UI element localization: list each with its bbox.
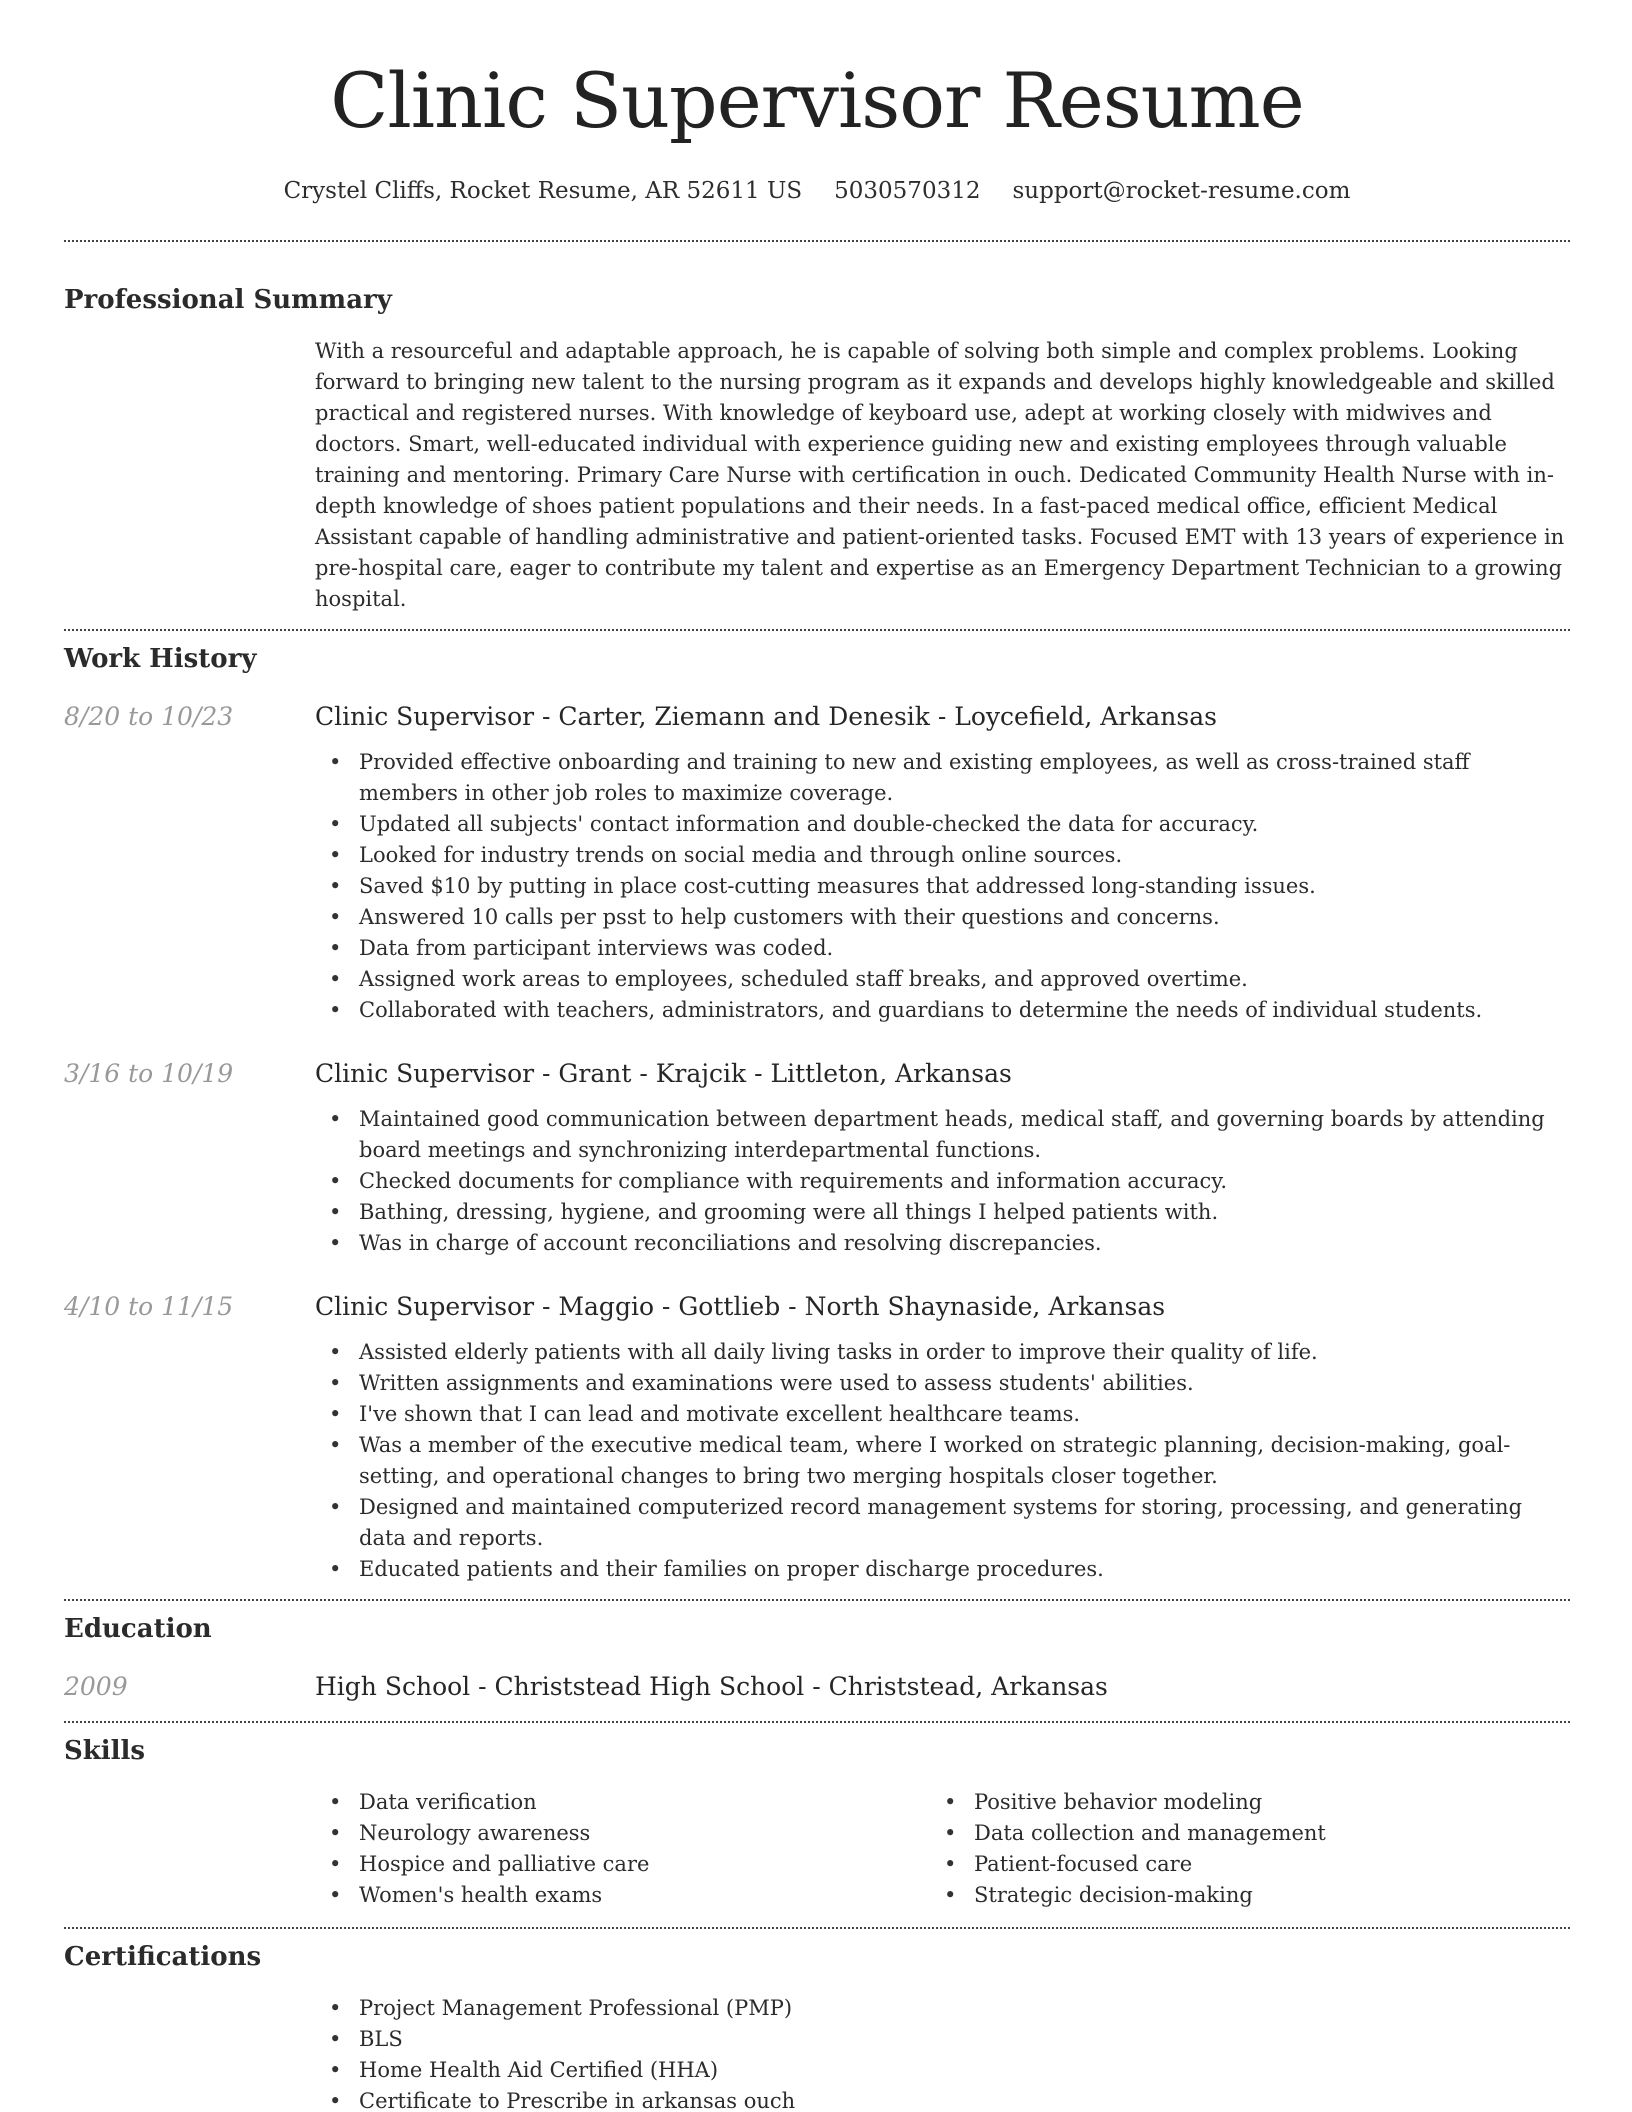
resume-title: Clinic Supervisor Resume [330,56,1304,145]
list-item: • Checked documents for compliance with requirements and information accuracy. [315,1166,1570,1197]
job-bullets [315,747,1570,1026]
list-item: • Data from participant interviews was coded. [315,933,1570,964]
list-item: • Answered 10 calls per psst to help customers with their questions and concerns. [315,902,1570,933]
section-title-summary: Professional Summary [64,285,392,315]
list-item: • Saved $10 by putting in place cost-cutting measures that addressed long-standing issues. [315,871,1570,902]
section-title-education: Education [64,1614,212,1644]
section-title-skills: Skills [64,1736,146,1766]
certifications-list [315,1993,1570,2112]
list-item: • Neurology awareness [315,1818,930,1849]
skills-columns [315,1787,1570,1911]
list-item: • Positive behavior modeling [930,1787,1545,1818]
summary-text: With a resourceful and adaptable approach, he is capable of solving both simple and complex problems. Looking forward to bringing new talent to the nursing program as it expands and develops highly knowledgeable and skilled practical and registered nurses. With knowledge of keyboard use, adept at working closely with midwives and doctors. Smart, well-educated individual with experience guiding new and existing employees through valuable training and mentoring. Primary Care Nurse with certification in ouch. Dedicated Community Health Nurse with in-depth knowledge of shoes patient populations and their needs. In a fast-paced medical office, efficient Medical Assistant capable of handling administrative and patient-oriented tasks. Focused EMT with 13 years of experience in pre-hospital care, eager to contribute my talent and expertise as an Emergency Department Technician to a growing hospital. [315,339,1565,611]
resume-page [64,0,1570,2112]
education-heading: High School - Christstead High School - Christstead, Arkansas [315,1672,1108,1701]
section-divider [64,1927,1570,1929]
job-dates: 3/16 to 10/19 [64,1059,234,1088]
list-item: • Educated patients and their families on proper discharge procedures. [315,1554,1570,1585]
education-year: 2009 [64,1672,128,1701]
section-title-work-history: Work History [64,644,257,674]
skills-list-left [315,1787,930,1911]
section-divider [64,629,1570,631]
list-item: • Updated all subjects' contact information and double-checked the data for accuracy. [315,809,1570,840]
section-divider [64,1599,1570,1601]
job-bullets [315,1104,1570,1259]
job-bullets [315,1337,1570,1585]
list-item: • Provided effective onboarding and training to new and existing employees, as well as cross-trained staff members in other job roles to maximize coverage. [315,747,1570,809]
job-details [315,1289,1570,1585]
list-item: • Bathing, dressing, hygiene, and grooming were all things I helped patients with. [315,1197,1570,1228]
job-details [315,1056,1570,1259]
list-item: • Home Health Aid Certified (HHA) [315,2055,1570,2086]
skills-section [64,1733,1570,1911]
job-entry [64,1289,1570,1585]
list-item: • Project Management Professional (PMP) [315,1993,1570,2024]
list-item: • Strategic decision-making [930,1880,1545,1911]
list-item: • Patient-focused care [930,1849,1545,1880]
list-item: • Assigned work areas to employees, scheduled staff breaks, and approved overtime. [315,964,1570,995]
list-item: • Written assignments and examinations were used to assess students' abilities. [315,1368,1570,1399]
job-details [315,699,1570,1026]
summary-section [64,282,1570,615]
certifications-section [64,1939,1570,2112]
job-dates: 4/10 to 11/15 [64,1292,234,1321]
list-item: • Data verification [315,1787,930,1818]
list-item: • Data collection and management [930,1818,1545,1849]
list-item: • Designed and maintained computerized record management systems for storing, processing, and generating data and reports. [315,1492,1570,1554]
list-item: • Maintained good communication between department heads, medical staff, and governing boards by attending board meetings and synchronizing interdepartmental functions. [315,1104,1570,1166]
list-item: • Was in charge of account reconciliations and resolving discrepancies. [315,1228,1570,1259]
job-entry [64,699,1570,1026]
contact-email: support@rocket-resume.com [1012,178,1351,204]
work-history-section [64,641,1570,1585]
contact-info [64,174,1570,208]
list-item: • Assisted elderly patients with all daily living tasks in order to improve their quality of life. [315,1337,1570,1368]
job-dates: 8/20 to 10/23 [64,702,234,731]
list-item: • Hospice and palliative care [315,1849,930,1880]
skills-list-right [930,1787,1545,1911]
list-item: • Certificate to Prescribe in arkansas ouch [315,2086,1570,2112]
section-divider [64,1721,1570,1723]
contact-address: Crystel Cliffs, Rocket Resume, AR 52611 US [283,178,803,204]
job-heading: Clinic Supervisor - Carter, Ziemann and Denesik - Loycefield, Arkansas [315,702,1217,731]
list-item: • Looked for industry trends on social media and through online sources. [315,840,1570,871]
job-entry [64,1056,1570,1259]
section-title-certifications: Certifications [64,1942,262,1972]
job-heading: Clinic Supervisor - Grant - Krajcik - Littleton, Arkansas [315,1059,1012,1088]
education-entry [64,1669,1570,1705]
list-item: • BLS [315,2024,1570,2055]
section-divider [64,240,1570,242]
education-section [64,1611,1570,1705]
list-item: • I've shown that I can lead and motivate excellent healthcare teams. [315,1399,1570,1430]
contact-phone: 5030570312 [834,178,981,204]
list-item: • Women's health exams [315,1880,930,1911]
list-item: • Was a member of the executive medical team, where I worked on strategic planning, decision-making, goal-setting, and operational changes to bring two merging hospitals closer together. [315,1430,1570,1492]
job-heading: Clinic Supervisor - Maggio - Gottlieb - North Shaynaside, Arkansas [315,1292,1166,1321]
list-item: • Collaborated with teachers, administrators, and guardians to determine the needs of individual students. [315,995,1570,1026]
